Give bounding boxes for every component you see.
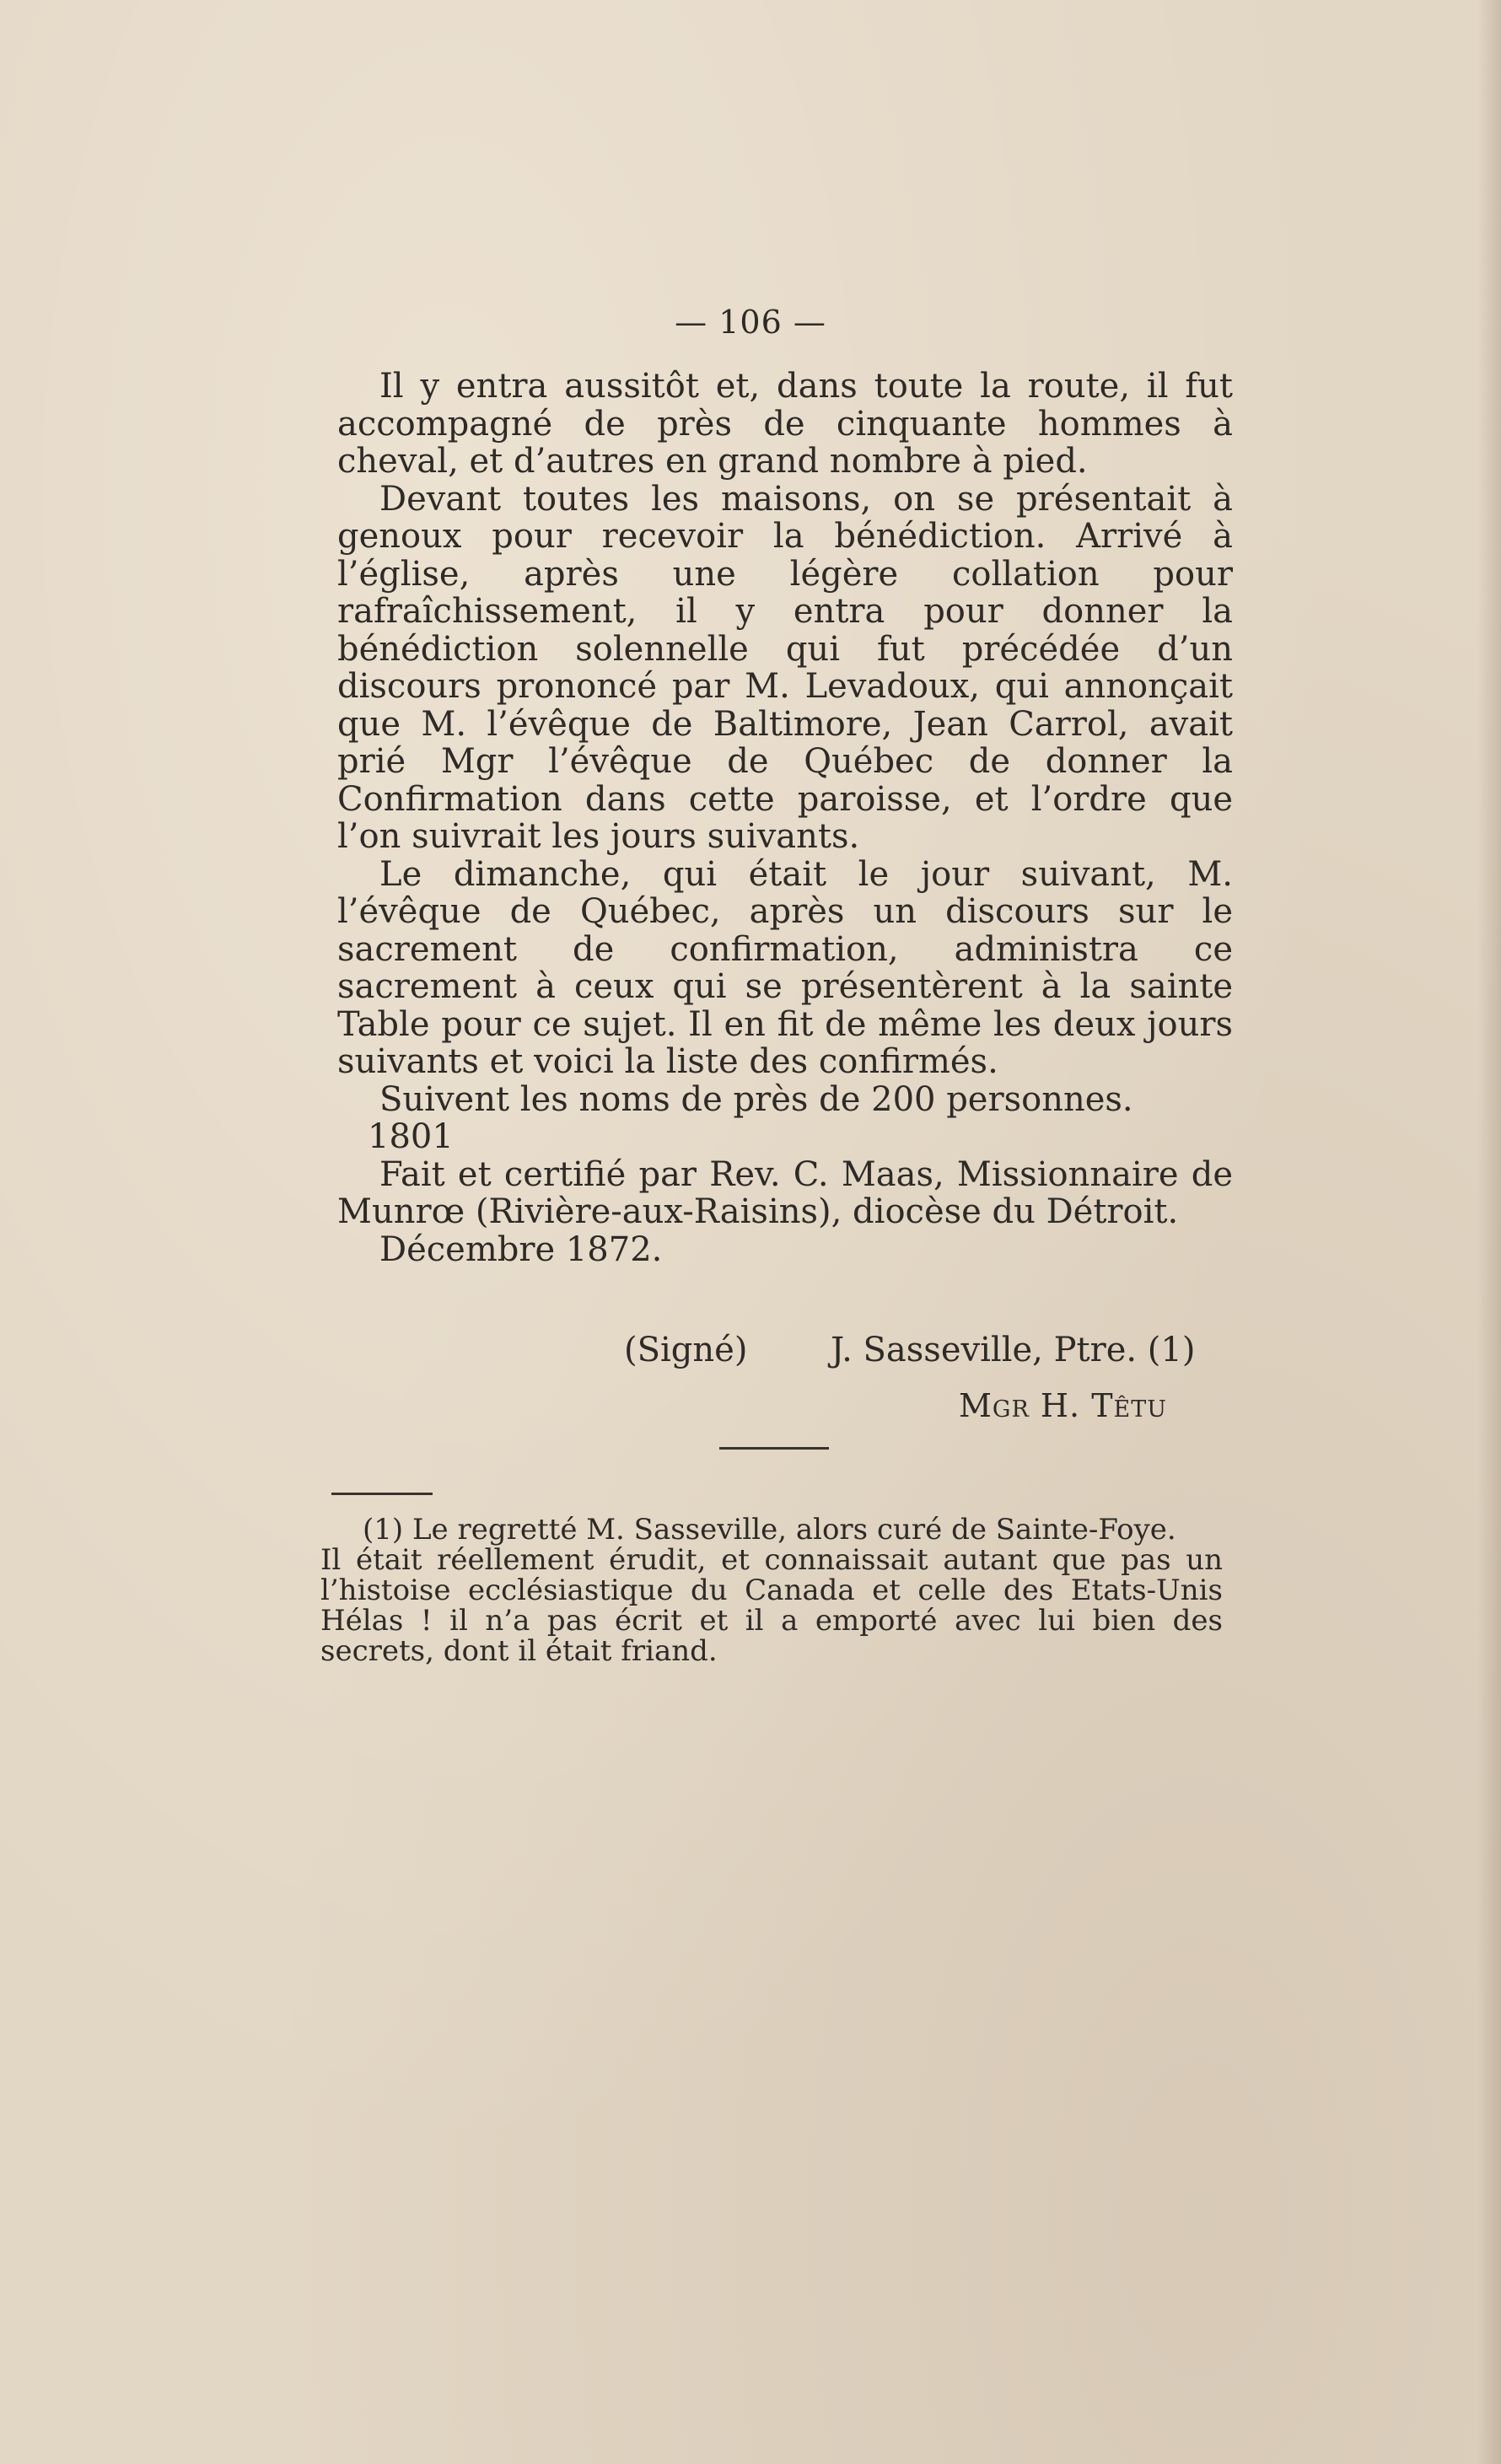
certification: Fait et certifié par Rev. C. Maas, Missionnaire de Munrœ (Rivière-aux-Raisins), diocèse du Détroit. [337, 1154, 1233, 1231]
second-signer-title: Mgr [959, 1387, 1030, 1424]
second-signer [959, 1387, 1167, 1424]
signed-label: (Signé) [624, 1331, 748, 1369]
paragraph-entry: Il y entra aussitôt et, dans toute la route, il fut accompagné de près de cinquante hommes à cheval, et d’autres en grand nombre à pied. [337, 367, 1233, 481]
signature-line [624, 1331, 1195, 1369]
footnote-text: Il était réellement érudit, et connaissait autant que pas un l’histoise ecclésiastique du Canada et celle des Etats-Unis Hélas ! il n’a pas écrit et il a emporté avec lui bien des secrets, dont il était friand. [320, 1543, 1223, 1668]
footnote-first-line: (1) Le regretté M. Sasseville, alors curé de Sainte-Foye. [363, 1513, 1176, 1547]
second-signer-name: H. Têtu [1040, 1387, 1168, 1424]
footnote-divider [331, 1493, 433, 1495]
signer-name: J. Sasseville, Ptre. (1) [831, 1331, 1196, 1369]
section-divider [719, 1447, 829, 1450]
year-line: 1801 [368, 1117, 454, 1156]
paragraph-benediction: Devant toutes les maisons, on se présentait à genoux pour recevoir la bénédiction. Arrivé à l’église, après une légère collation pour rafraîchissement, il y entra pour donner la bénédiction solennelle qui fut précédée d’un discours prononcé par M. Levadoux, qui annonçait que M. l’évêque de Baltimore, Jean Carrol, avait prié Mgr l’évêque de Québec de donner la Confirmation dans cette paroisse, et l’ordre que l’on suivrait les jours suivants. [337, 479, 1233, 856]
date-line: Décembre 1872. [379, 1229, 663, 1269]
paragraph-names: Suivent les noms de près de 200 personnes. [379, 1079, 1133, 1119]
main-text [337, 368, 1233, 1268]
page-edge-shadow [1477, 0, 1501, 2464]
paragraph-confirmation: Le dimanche, qui était le jour suivant, M. l’évêque de Québec, après un discours sur le sacrement de confirmation, administra ce sacrement à ceux qui se présentèrent à la sainte Table pour ce sujet. Il en fit de même les deux jours suivants et voici la liste des confirmés. [337, 854, 1233, 1081]
footnote [320, 1514, 1223, 1666]
page-number: — 106 — [675, 304, 826, 341]
